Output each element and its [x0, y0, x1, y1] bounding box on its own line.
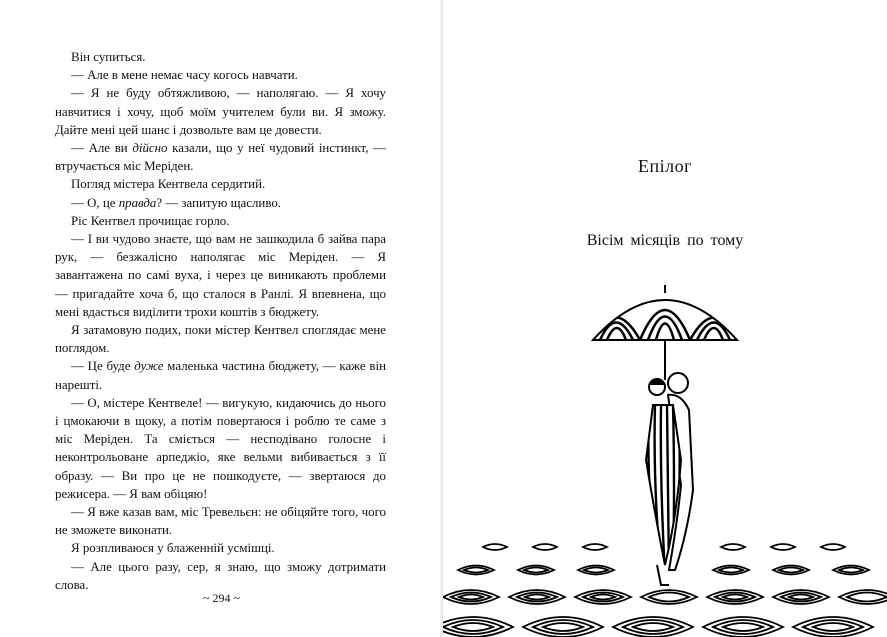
paragraph	[55, 194, 386, 212]
paragraph-text: — Я вже казав вам, міс Тревельєн: не обіцяйте того, чого не зможете виконати.	[55, 505, 386, 538]
paragraph-text: маленька частина бюджету, — каже він нарешті.	[55, 359, 386, 392]
paragraph	[55, 539, 386, 557]
page-number: ~ 294 ~	[203, 591, 240, 605]
paragraph-text: Погляд містера Кентвела сердитий.	[71, 177, 266, 192]
paragraph	[55, 558, 386, 594]
paragraph	[55, 84, 386, 139]
paragraph-text: — О, це	[71, 195, 119, 210]
paragraph	[55, 394, 386, 503]
paragraph-text: Я розпливаюся у блаженній усмішці.	[71, 541, 275, 556]
paragraph-text: — Це буде	[71, 359, 135, 374]
paragraph	[55, 230, 386, 321]
paragraph-text: Він супиться.	[71, 50, 146, 64]
umbrella-woman-illustration	[443, 285, 887, 637]
paragraph	[55, 357, 386, 393]
paragraph-text: Я затамовую подих, поки містер Кентвел споглядає мене поглядом.	[55, 323, 386, 356]
paragraph	[55, 48, 386, 66]
emphasis-text: дійсно	[132, 141, 168, 156]
paragraph	[55, 175, 386, 193]
paragraph-text: — Але цього разу, сер, я знаю, що зможу дотримати слова.	[55, 559, 386, 592]
paragraph-text: — І ви чудово знаєте, що вам не зашкодила б зайва пара рук, — безжалісно наполягає міс Меріден. — Я завантажена по самі вуха, і через це виникають проблеми — пригадайте хоча б, що сталося в Ранлі. Я впевнена, що мені вдасться виділити трохи коштів з бюджету.	[55, 232, 386, 319]
paragraph-text: — Але в мене немає часу когось навчати.	[71, 68, 298, 83]
couple-figures	[646, 373, 693, 585]
paragraph-text: Ріс Кентвел прочищає горло.	[71, 213, 230, 228]
paragraph-text: — О, містере Кентвеле! — вигукую, кидаючись до нього і цмокаючи в щоку, а потім повертаюся і роблю те саме з міс Меріден. Та сміється — несподівано голосне і неконтрольоване арпеджіо, яке вельми вибивається з її образу. — Ви про це не пошкодуєте, — звертаюся до режисера. — Я вам обіцяю!	[55, 395, 386, 501]
umbrella-canopy	[593, 285, 737, 380]
chapter-title: Епілог	[638, 156, 692, 176]
paragraph	[55, 66, 386, 84]
emphasis-text: дуже	[134, 359, 164, 374]
right-page	[443, 0, 887, 637]
left-page	[0, 0, 443, 637]
paragraph	[55, 139, 386, 175]
paragraph	[55, 321, 386, 357]
paragraph-text: — Я не буду обтяжливою, — наполягаю. — Я хочу навчитися і хочу, щоб моїм учителем були ви. Я зможу. Дайте мені цей шанс і дозвольте вам це довести.	[55, 86, 386, 137]
emphasis-text: правда	[118, 195, 157, 210]
chapter-subtitle: Вісім місяців по тому	[586, 232, 744, 249]
paragraph	[55, 212, 386, 230]
body-text	[55, 48, 386, 594]
paragraph-text: казали, що у неї чудовий інстинкт, — втручається міс Меріден.	[55, 141, 386, 174]
paragraph	[55, 503, 386, 539]
paragraph-text: — Але ви	[71, 141, 133, 156]
paragraph-text: ? — запитую щасливо.	[156, 195, 282, 210]
